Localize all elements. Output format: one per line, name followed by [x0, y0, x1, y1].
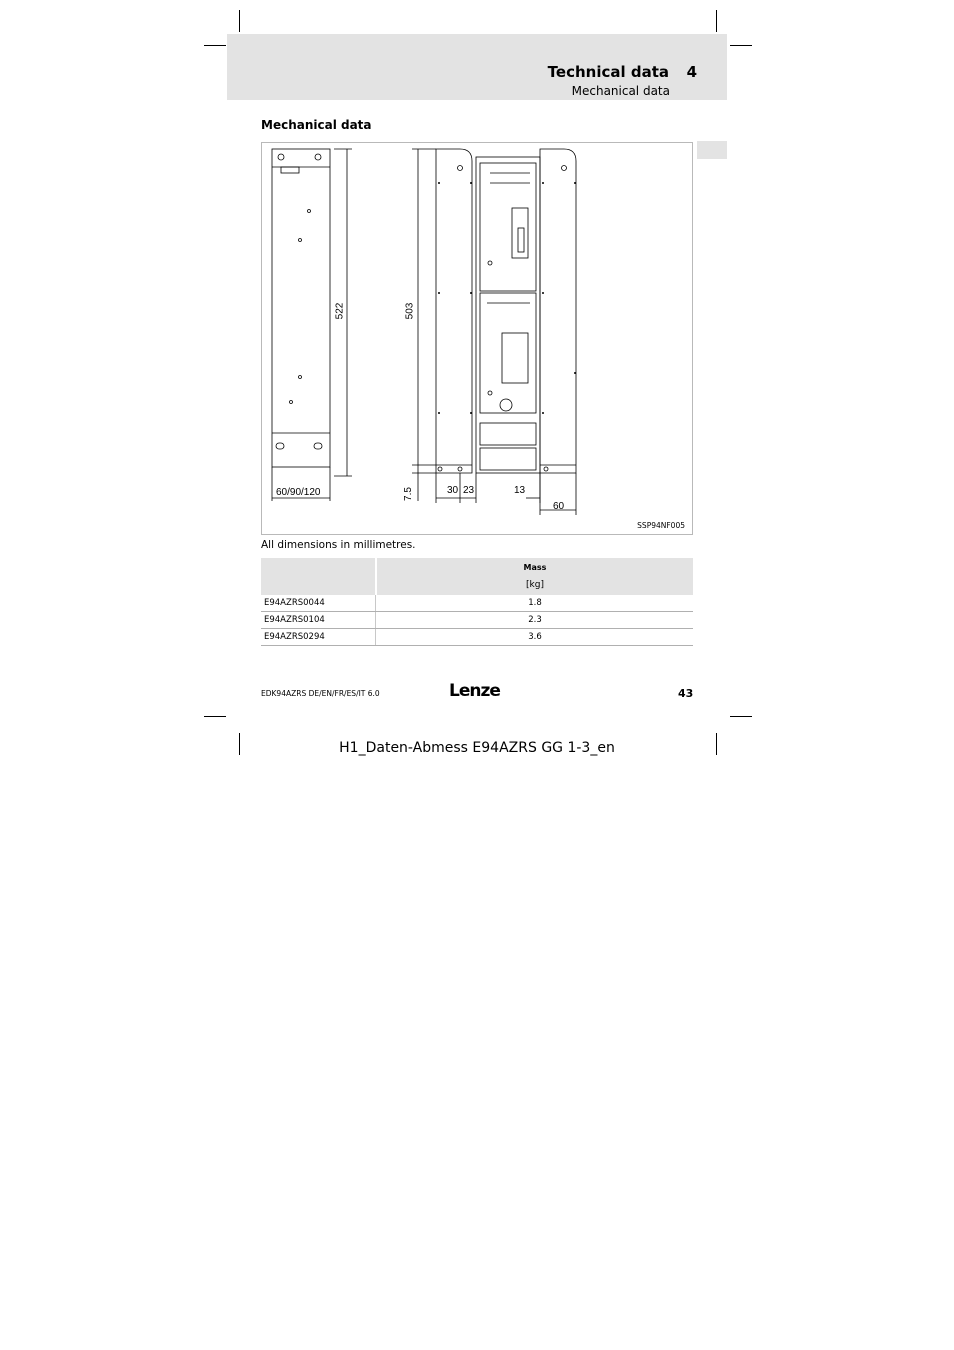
type-cell: E94AZRS0044	[261, 595, 375, 612]
table-row	[261, 629, 693, 646]
header-subtitle: Mechanical data	[571, 84, 670, 98]
table-header-blank	[261, 558, 375, 595]
dim-bottom-offset: 7.5	[402, 487, 414, 501]
page-header	[227, 34, 727, 100]
chapter-tab-marker	[697, 141, 727, 159]
dim-depth: 60	[553, 501, 565, 512]
crop-mark	[239, 10, 240, 32]
header-title: Technical data	[547, 63, 669, 81]
file-caption: H1_Daten-Abmess E94AZRS GG 1-3_en	[339, 740, 615, 756]
crop-mark	[204, 716, 226, 717]
section-title: Mechanical data	[261, 118, 372, 132]
type-cell: E94AZRS0104	[261, 612, 375, 629]
page-number: 43	[678, 687, 694, 700]
dim-width-options: 60/90/120	[276, 487, 321, 498]
crop-mark	[716, 10, 717, 32]
table-header-mass	[377, 558, 693, 595]
dim-height-filter: 522	[334, 302, 346, 320]
document-id: EDK94AZRS DE/EN/FR/ES/IT 6.0	[261, 689, 380, 698]
crop-mark	[730, 716, 752, 717]
lenze-logo: Lenze	[449, 681, 500, 701]
dimension-drawing	[261, 142, 693, 535]
mass-cell: 3.6	[377, 629, 693, 646]
mass-table	[261, 558, 693, 646]
dim-height-side: 503	[404, 302, 416, 320]
dim-clearance: 13	[514, 485, 526, 496]
figure-id: SSP94NF005	[637, 521, 685, 530]
table-header-row	[261, 558, 693, 595]
dim-hole-spacing-a: 30	[447, 485, 459, 496]
chapter-number: 4	[686, 63, 697, 81]
mass-header-unit: [kg]	[526, 580, 544, 590]
type-cell: E94AZRS0294	[261, 629, 375, 646]
mass-cell: 2.3	[377, 612, 693, 629]
crop-mark	[730, 45, 752, 46]
dimension-note: All dimensions in millimetres.	[261, 539, 416, 551]
table-row	[261, 595, 693, 612]
mass-cell: 1.8	[377, 595, 693, 612]
crop-mark	[204, 45, 226, 46]
drawing-graphic	[262, 143, 694, 536]
dim-hole-spacing-b: 23	[463, 485, 475, 496]
mass-header-label: Mass	[523, 563, 547, 572]
table-row	[261, 612, 693, 629]
